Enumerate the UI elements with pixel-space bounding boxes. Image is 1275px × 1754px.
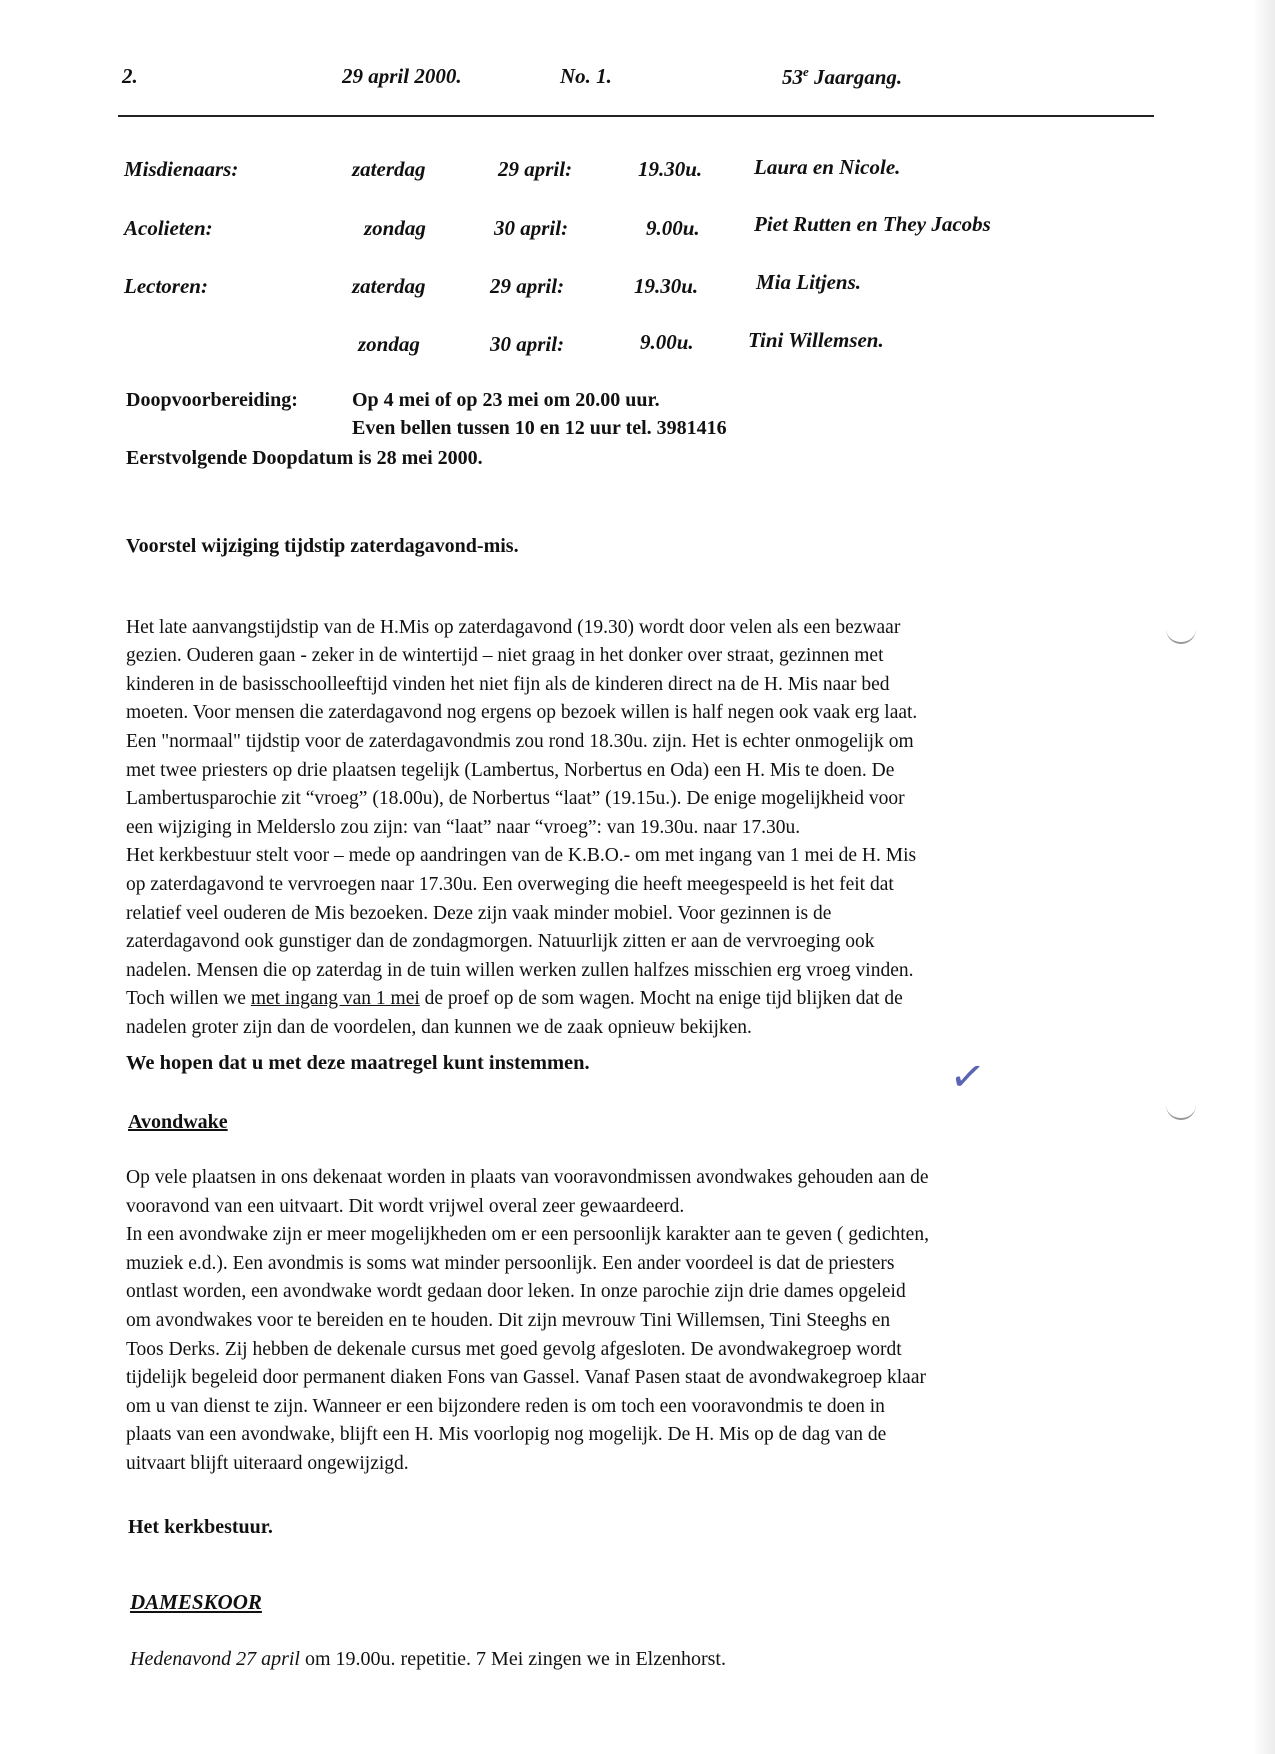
header-divider bbox=[118, 115, 1154, 117]
proposal-body bbox=[126, 585, 1156, 1071]
punch-hole bbox=[1166, 624, 1196, 644]
proposal-text: Het late aanvangstijdstip van de H.Mis op zaterdagavond (19.30) wordt door velen als een bezwaar gezien. Ouderen gaan - zeker in de wintertijd – niet graag in het donker over straat, gezinnen met kinderen in de basisschoolleeftijd vinden het niet fijn als de kinderen direct na de H. Mis naar bed moeten. Voor mensen die zaterdagavond nog ergens op bezoek willen is half negen ook vaak erg laat. Een "normaal" tijdstip voor de zaterdagavondmis zou rond 18.30u. zijn. Het is echter onmogelijk om met twee priesters op drie plaatsen tegelijk (Lambertus, Norbertus en Oda) een H. Mis te doen. De Lambertusparochie zit “vroeg” (18.00u), de Norbertus “laat” (19.15u.). De enige mogelijkheid voor een wijziging in Melderslo zou zijn: van “laat” naar “vroeg”: van 19.30u. naar 17.30u. Het kerkbestuur stelt voor – mede op aandringen van de K.B.O.- om met ingang van 1 mei de H. Mis op zaterdagavond te vervroegen naar 17.30u. Een overweging die heeft meegespeeld is het feit dat relatief veel ouderen de Mis bezoeken. Deze zijn vaak minder mobiel. Voor gezinnen is de zaterdagavond ook gunstiger dan de zondagmorgen. Natuurlijk zitten er aan de vervroeging ook nadelen. Mensen die op zaterdag in de tuin willen werken zullen halfzes misschien erg vroeg vinden. Toch willen we bbox=[126, 616, 918, 1010]
handwritten-check-mark: ✓ bbox=[946, 1049, 989, 1104]
schedule-date: 30 april: bbox=[494, 216, 569, 240]
schedule-day: zondag bbox=[364, 216, 426, 240]
schedule-role: Misdienaars: bbox=[124, 157, 239, 181]
choir-notice-rest: om 19.00u. repetitie. 7 Mei zingen we in Elzenhorst. bbox=[299, 1648, 726, 1670]
punch-hole bbox=[1166, 1100, 1196, 1120]
schedule-date: 29 april: bbox=[490, 274, 565, 298]
next-baptism-date: Eerstvolgende Doopdatum is 28 mei 2000. bbox=[126, 447, 483, 469]
schedule-day: zaterdag bbox=[352, 157, 426, 181]
schedule-role: Acolieten: bbox=[124, 216, 213, 240]
volume-suffix: e bbox=[803, 64, 809, 79]
baptism-line-1: Op 4 mei of op 23 mei om 20.00 uur. bbox=[352, 389, 660, 411]
proposal-underlined-text: met ingang van 1 mei bbox=[250, 988, 420, 1010]
schedule-time: 9.00u. bbox=[646, 216, 700, 240]
schedule-date: 30 april: bbox=[490, 332, 565, 356]
baptism-label: Doopvoorbereiding: bbox=[126, 389, 298, 411]
choir-heading: DAMESKOOR bbox=[130, 1590, 262, 1614]
choir-notice bbox=[130, 1648, 726, 1671]
schedule-time: 19.30u. bbox=[634, 274, 699, 298]
schedule-time: 19.30u. bbox=[638, 157, 703, 181]
vigil-body: Op vele plaatsen in ons dekenaat worden in plaats van vooravondmissen avondwakes gehouden aan de vooravond van een uitvaart. Dit wordt vrijwel overal zeer gewaardeerd. In een avondwake zijn er meer mogelijkheden om er een persoonlijk karakter aan te geven ( gedichten, muziek e.d.). Een avondmis is soms wat minder persoonlijk. Een ander voordeel is dat de priesters ontlast worden, een avondwake wordt gedaan door leken. In onze parochie zijn drie dames opgeleid om avondwakes voor te bereiden en te houden. Dit zijn mevrouw Tini Willemsen, Tini Steeghs en Toos Derks. Zij hebben de dekenale cursus met goed gevolg afgesloten. De avondwakegroep wordt tijdelijk begeleid door permanent diaken Fons van Gassel. Vanaf Pasen staat de avondwakegroep klaar om u van dienst te zijn. Wanneer er een bijzondere reden is om toch een vooravondmis te doen in plaats van een avondwake, blijft een H. Mis voorlopig nog mogelijk. De H. Mis op de dag van de uitvaart blijft uiteraard ongewijzigd. bbox=[126, 1167, 929, 1474]
schedule-names: Piet Rutten en They Jacobs bbox=[754, 212, 991, 236]
schedule-role: Lectoren: bbox=[124, 274, 208, 298]
schedule-names: Mia Litjens. bbox=[756, 270, 862, 294]
schedule-day: zaterdag bbox=[352, 274, 426, 298]
baptism-line-2: Even bellen tussen 10 en 12 uur tel. 3981416 bbox=[352, 417, 727, 439]
volume-word: Jaargang. bbox=[814, 65, 903, 89]
schedule-names: Laura en Nicole. bbox=[754, 155, 901, 179]
vigil-signature: Het kerkbestuur. bbox=[128, 1516, 273, 1538]
issue-number: No. 1. bbox=[560, 64, 612, 88]
proposal-text-end: de proef op de som wagen. Mocht na enige tijd blijken dat de nadelen groter zijn dan de voordelen, dan kunnen we de zaak opnieuw bekijken. bbox=[126, 988, 903, 1038]
volume bbox=[782, 64, 902, 90]
schedule-date: 29 april: bbox=[498, 157, 573, 181]
scan-edge-shadow bbox=[1253, 0, 1275, 1754]
choir-notice-lead: Hedenavond 27 april bbox=[130, 1648, 300, 1670]
schedule-day: zondag bbox=[358, 332, 420, 356]
issue-date: 29 april 2000. bbox=[342, 64, 462, 88]
volume-number: 53 bbox=[782, 65, 803, 89]
schedule-time: 9.00u. bbox=[640, 330, 694, 354]
vigil-heading: Avondwake bbox=[128, 1111, 228, 1133]
proposal-closing: We hopen dat u met deze maatregel kunt instemmen. bbox=[126, 1052, 590, 1074]
proposal-heading: Voorstel wijziging tijdstip zaterdagavond-mis. bbox=[126, 535, 519, 557]
schedule-names: Tini Willemsen. bbox=[748, 328, 884, 352]
page-number: 2. bbox=[122, 64, 138, 88]
